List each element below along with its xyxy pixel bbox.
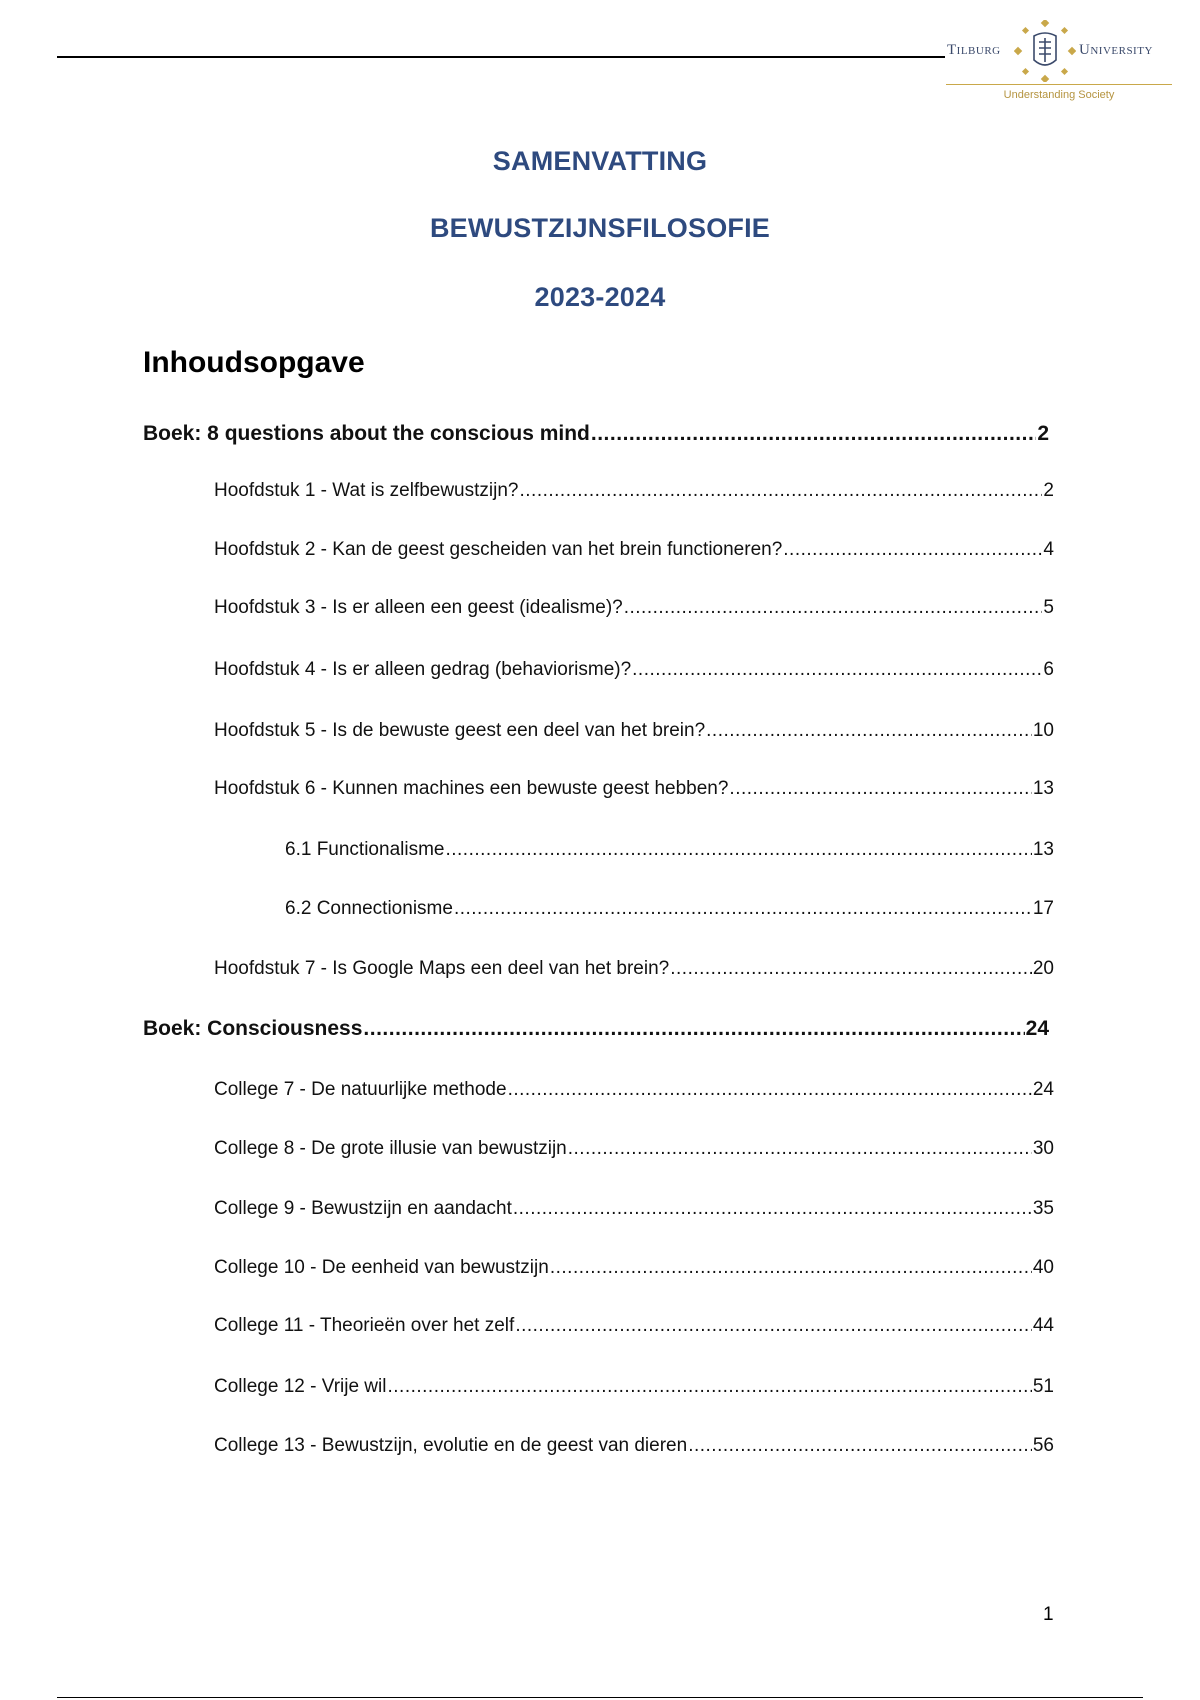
toc-entry-text: College 13 - Bewustzijn, evolutie en de geest van dieren (214, 1435, 688, 1456)
toc-leader-dots (706, 720, 1032, 742)
toc-entry-text: College 8 - De grote illusie van bewustzijn (214, 1138, 567, 1159)
toc-leader-dots (624, 597, 1043, 619)
toc-entry-text: Hoofdstuk 4 - Is er alleen gedrag (behaviorisme)? (214, 659, 632, 680)
toc-entry-text: Boek: Consciousness (143, 1017, 363, 1040)
toc-leader-dots (519, 480, 1042, 502)
toc-entry-page: 6 (1043, 659, 1054, 680)
toc-entry-page: 13 (1032, 778, 1054, 799)
toc-entry-6-1-functionalisme[interactable] (285, 839, 1054, 861)
toc-leader-dots (454, 898, 1032, 920)
toc-entry-hoofdstuk-3[interactable] (214, 597, 1054, 619)
toc-leader-dots (515, 1315, 1032, 1337)
toc-leader-dots (729, 778, 1031, 800)
toc-heading: Inhoudsopgave (143, 346, 365, 379)
logo-word-tilburg: Tilburg (947, 42, 1001, 58)
toc-entry-page: 2 (1037, 422, 1049, 445)
toc-leader-dots (513, 1198, 1032, 1220)
toc-entry-hoofdstuk-4[interactable] (214, 659, 1054, 681)
toc-entry-book-8-questions[interactable] (143, 422, 1049, 446)
toc-entry-text: Hoofdstuk 7 - Is Google Maps een deel van het brein? (214, 958, 670, 979)
toc-entry-text: Hoofdstuk 3 - Is er alleen een geest (idealisme)? (214, 597, 623, 618)
toc-leader-dots (688, 1435, 1032, 1457)
document-title-line-2: BEWUSTZIJNSFILOSOFIE (429, 213, 770, 243)
page-number: 1 (1043, 1604, 1054, 1625)
toc-entry-college-10[interactable] (214, 1257, 1054, 1279)
toc-leader-dots (783, 539, 1042, 561)
toc-entry-text: Hoofdstuk 2 - Kan de geest gescheiden van het brein functioneren? (214, 539, 783, 560)
toc-leader-dots (670, 958, 1032, 980)
toc-entry-hoofdstuk-5[interactable] (214, 720, 1054, 742)
toc-entry-page: 24 (1025, 1017, 1049, 1040)
document-title-line-3: 2023-2024 (534, 282, 666, 312)
toc-leader-dots (445, 839, 1031, 861)
toc-entry-college-9[interactable] (214, 1198, 1054, 1220)
toc-entry-text: Hoofdstuk 6 - Kunnen machines een bewuste geest hebben? (214, 778, 729, 799)
toc-entry-text: College 9 - Bewustzijn en aandacht (214, 1198, 512, 1219)
toc-leader-dots (568, 1138, 1032, 1160)
toc-entry-page: 56 (1032, 1435, 1054, 1456)
toc-entry-page: 2 (1043, 480, 1054, 501)
logo-word-university: University (1079, 42, 1153, 58)
toc-entry-page: 17 (1032, 898, 1054, 919)
toc-entry-college-8[interactable] (214, 1138, 1054, 1160)
toc-entry-text: College 11 - Theorieën over het zelf (214, 1315, 515, 1336)
document-title-line-1: SAMENVATTING (492, 146, 708, 176)
toc-entry-page: 5 (1043, 597, 1054, 618)
toc-entry-page: 4 (1043, 539, 1054, 560)
toc-entry-college-13[interactable] (214, 1435, 1054, 1457)
toc-entry-college-12[interactable] (214, 1376, 1054, 1398)
toc-leader-dots (591, 422, 1036, 446)
toc-entry-page: 35 (1032, 1198, 1054, 1219)
toc-entry-hoofdstuk-7[interactable] (214, 958, 1054, 980)
toc-entry-page: 44 (1032, 1315, 1054, 1336)
toc-leader-dots (363, 1017, 1024, 1041)
toc-entry-text: Hoofdstuk 1 - Wat is zelfbewustzijn? (214, 480, 519, 501)
toc-entry-text: Boek: 8 questions about the conscious mind (143, 422, 590, 445)
toc-entry-hoofdstuk-1[interactable] (214, 480, 1054, 502)
toc-entry-college-7[interactable] (214, 1079, 1054, 1101)
toc-entry-hoofdstuk-6[interactable] (214, 778, 1054, 800)
toc-entry-page: 30 (1032, 1138, 1054, 1159)
toc-leader-dots (387, 1376, 1031, 1398)
toc-entry-text: College 10 - De eenheid van bewustzijn (214, 1257, 549, 1278)
toc-entry-page: 20 (1032, 958, 1054, 979)
toc-entry-page: 13 (1032, 839, 1054, 860)
toc-entry-page: 24 (1032, 1079, 1054, 1100)
toc-entry-text: 6.2 Connectionisme (285, 898, 453, 919)
toc-entry-page: 10 (1032, 720, 1054, 741)
toc-leader-dots (508, 1079, 1032, 1101)
toc-entry-text: Hoofdstuk 5 - Is de bewuste geest een deel van het brein? (214, 720, 706, 741)
footer-rule (57, 1697, 1143, 1698)
toc-entry-page: 40 (1032, 1257, 1054, 1278)
toc-entry-text: 6.1 Functionalisme (285, 839, 445, 860)
logo-tagline: Understanding Society (1003, 89, 1115, 101)
toc-entry-6-2-connectionisme[interactable] (285, 898, 1054, 920)
toc-entry-text: College 7 - De natuurlijke methode (214, 1079, 507, 1100)
toc-entry-book-consciousness[interactable] (143, 1017, 1049, 1041)
toc-entry-college-11[interactable] (214, 1315, 1054, 1337)
toc-entry-page: 51 (1032, 1376, 1054, 1397)
toc-leader-dots (550, 1257, 1032, 1279)
toc-entry-text: College 12 - Vrije wil (214, 1376, 387, 1397)
toc-entry-hoofdstuk-2[interactable] (214, 539, 1054, 561)
toc-leader-dots (632, 659, 1042, 681)
